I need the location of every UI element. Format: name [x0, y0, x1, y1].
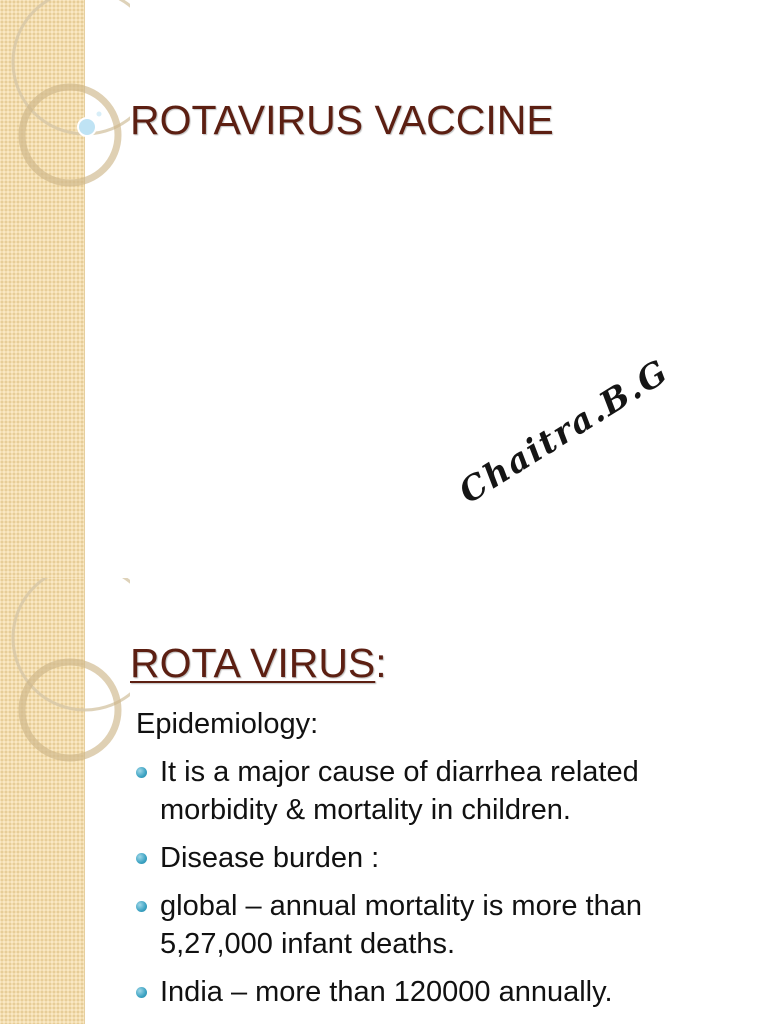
bullet-item — [136, 973, 746, 1011]
slide-heading — [130, 640, 387, 687]
heading-colon: : — [375, 640, 387, 686]
bullet-item — [136, 887, 746, 963]
bullet-list — [136, 753, 746, 1011]
heading-underlined-text: ROTA VIRUS — [130, 640, 376, 686]
bullet-dot-icon — [136, 853, 147, 864]
bullet-text: It is a major cause of diarrhea related morbidity & mortality in children. — [160, 756, 639, 826]
content-slide — [0, 578, 768, 1024]
bullet-dot-icon — [136, 767, 147, 778]
bullet-text: Disease burden : — [160, 842, 380, 874]
slide-title: ROTAVIRUS VACCINE — [130, 97, 554, 143]
bullet-text: India – more than 120000 annually. — [160, 976, 613, 1008]
bullet-text: global – annual mortality is more than 5,27,000 infant deaths. — [160, 890, 642, 960]
intro-line: Epidemiology: — [136, 708, 319, 740]
bullet-item — [136, 839, 746, 877]
decorative-rings — [0, 578, 130, 778]
slide-body — [136, 705, 746, 1021]
bullet-dot-icon — [136, 901, 147, 912]
author-name: Chaitra.B.G — [452, 351, 676, 512]
decorative-rings — [0, 0, 130, 200]
bullet-dot-icon — [136, 987, 147, 998]
bullet-item — [136, 753, 746, 829]
